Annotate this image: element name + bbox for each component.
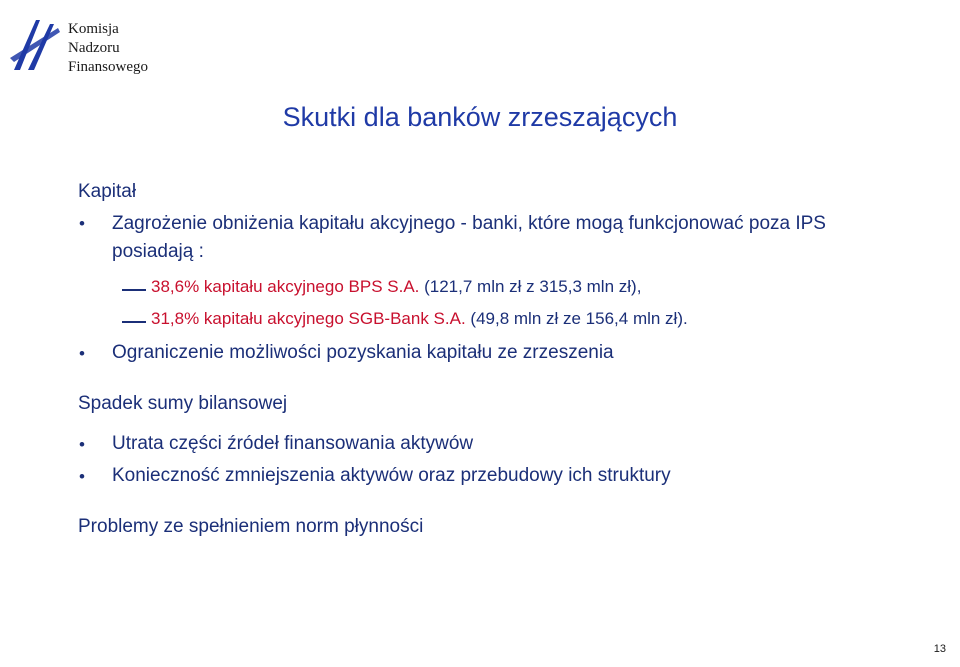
slide-title: Skutki dla banków zrzeszających [282, 102, 678, 132]
sub-item-bps-highlight: 38,6% kapitału akcyjnego BPS S.A. [151, 277, 420, 296]
bullet-capital-reduction-line-2: posiadają : [112, 241, 204, 262]
bullet-icon: • [79, 435, 85, 454]
dash-icon [122, 289, 146, 291]
logo-line-1: Komisja [68, 21, 119, 37]
bullet-funding-loss: Utrata części źródeł finansowania aktywów [112, 433, 474, 454]
bullet-icon: • [79, 214, 85, 233]
sub-item-sgb-detail: (49,8 mln zł ze 156,4 mln zł). [465, 309, 688, 328]
sub-item-sgb [151, 309, 688, 329]
page-number: 13 [933, 643, 946, 655]
bullet-capital-reduction-line-1: Zagrożenie obniżenia kapitału akcyjnego - banki, które mogą funkcjonować poza IPS [112, 213, 826, 234]
logo-wordmark [68, 20, 148, 77]
section-heading-balance-sheet: Spadek sumy bilansowej [78, 393, 288, 414]
section-heading-liquidity: Problemy ze spełnieniem norm płynności [78, 516, 424, 537]
bullet-capital-reduction [112, 210, 826, 266]
bullet-capital-access: Ograniczenie możliwości pozyskania kapitału ze zrzeszenia [112, 342, 614, 363]
logo-line-2: Nadzoru [68, 40, 120, 56]
bullet-asset-reduction: Konieczność zmniejszenia aktywów oraz przebudowy ich struktury [112, 465, 671, 486]
knf-logo [6, 14, 176, 82]
logo-line-3: Finansowego [68, 59, 148, 75]
dash-icon [122, 321, 146, 323]
sub-item-sgb-highlight: 31,8% kapitału akcyjnego SGB-Bank S.A. [151, 309, 466, 328]
sub-item-bps-detail: (121,7 mln zł z 315,3 mln zł), [419, 277, 642, 296]
knf-logo-mark-icon [6, 14, 66, 76]
sub-item-bps [151, 277, 641, 297]
bullet-icon: • [79, 344, 85, 363]
bullet-icon: • [79, 467, 85, 486]
section-heading-capital: Kapitał [78, 181, 137, 202]
